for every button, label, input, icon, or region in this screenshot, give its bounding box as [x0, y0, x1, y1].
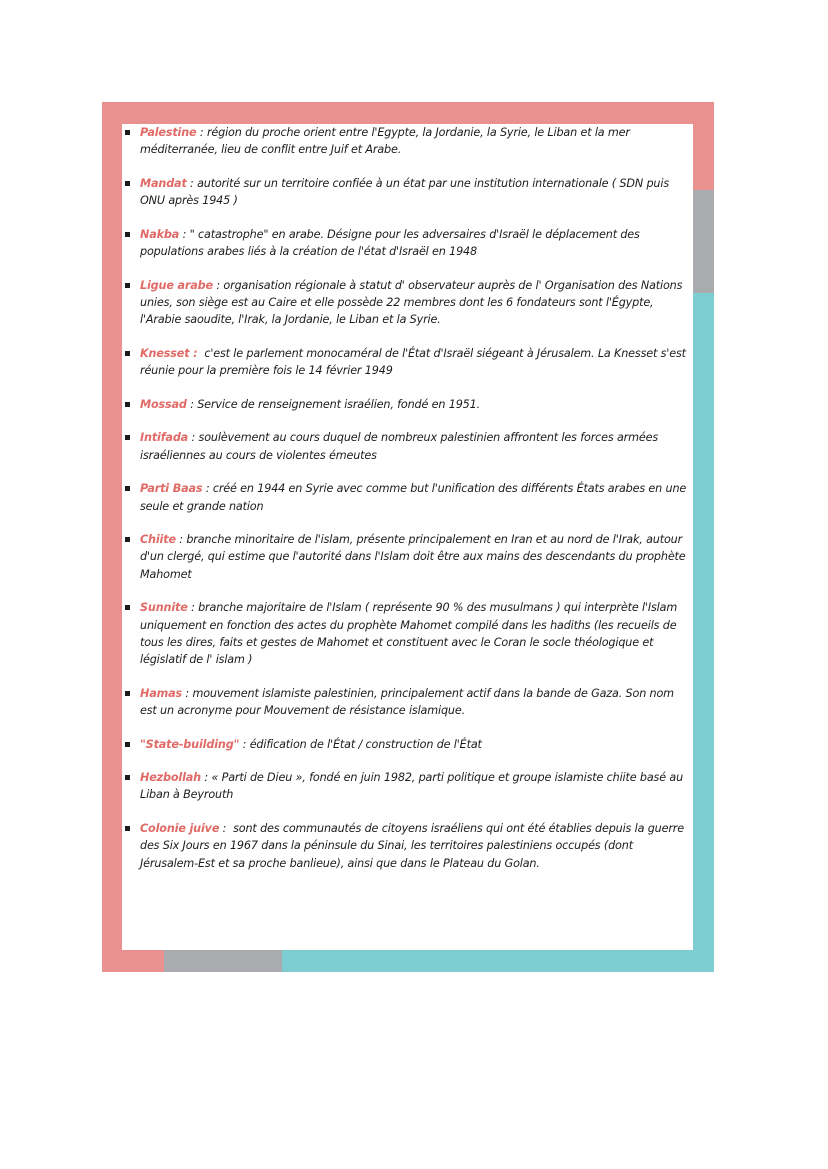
glossary-term: Mandat — [140, 176, 187, 190]
frame-top-bar — [102, 102, 714, 124]
bullet-square-icon — [125, 181, 130, 186]
glossary-item — [122, 124, 693, 158]
glossary-definition: sont des communautés de citoyens israéliens qui ont été établies depuis la guerre des Six Jours en 1967 dans la péninsule du Sinai, les territoires palestiniens occupés (dont Jérusalem-Est et sa proche banlieue), ainsi que dans le Plateau du Golan. — [140, 822, 684, 870]
frame-right-teal-segment — [693, 293, 714, 972]
glossary-item — [122, 396, 693, 413]
bullet-square-icon — [125, 232, 130, 237]
glossary-definition: « Parti de Dieu », fondé en juin 1982, parti politique et groupe islamiste chiite basé au Liban à Beyrouth — [140, 771, 684, 802]
frame-bottom-teal-segment — [282, 950, 714, 972]
bullet-square-icon — [125, 775, 130, 780]
glossary-term: Parti Baas — [140, 482, 203, 496]
bullet-square-icon — [125, 402, 130, 407]
glossary-definition: soulèvement au cours duquel de nombreux palestinien affrontent les forces armées israéliennes au cours de violentes émeutes — [140, 431, 659, 462]
glossary-definition: branche majoritaire de l'Islam ( représente 90 % des musulmans ) qui interprète l'Islam uniquement en fonction des actes du prophète Mahomet compilé dans les hadiths (les recueils de tous les dires, faits et gestes de Mahomet et constituent avec le Coran le socle théologique et législatif de l' islam ) — [140, 601, 678, 666]
glossary-term: Ligue arabe — [140, 278, 213, 292]
glossary-item — [122, 736, 693, 753]
glossary-term: Colonie juive — [140, 822, 220, 836]
glossary-definition: mouvement islamiste palestinien, principalement actif dans la bande de Gaza. Son nom est un acronyme pour Mouvement de résistance islamique. — [140, 686, 674, 717]
glossary-item — [122, 429, 693, 463]
glossary-term: Sunnite — [140, 601, 188, 615]
glossary-item — [122, 820, 693, 872]
bullet-square-icon — [125, 130, 130, 135]
glossary-item — [122, 480, 693, 514]
glossary-item — [122, 345, 693, 379]
term-separator: : — [202, 482, 213, 496]
frame-bottom-gray-segment — [164, 950, 282, 972]
bullet-square-icon — [125, 826, 130, 831]
term-separator: : — [188, 431, 199, 445]
term-separator: : — [182, 686, 193, 700]
bullet-square-icon — [125, 537, 130, 542]
term-separator: : — [201, 771, 212, 785]
glossary-definition: organisation régionale à statut d' observateur auprès de l' Organisation des Nations unies, son siège est au Caire et elle possède 22 membres dont les 6 fondateurs sont l'Égypte, l'Arabie saoudite, l'Irak, la Jordanie, le Liban et la Syrie. — [140, 278, 683, 327]
term-separator: : — [186, 397, 198, 411]
bullet-square-icon — [125, 351, 130, 356]
term-separator: : — [187, 601, 199, 615]
frame-left-bar — [102, 102, 122, 972]
bullet-square-icon — [125, 691, 130, 696]
glossary-definition: Service de renseignement israélien, fondé en 1951. — [197, 397, 481, 411]
frame-bottom-pink-segment — [102, 950, 164, 972]
glossary-term: "State-building" — [140, 737, 240, 751]
glossary-item — [122, 685, 693, 719]
glossary-definition: autorité sur un territoire confiée à un état par une institution internationale ( SDN puis ONU après 1945 ) — [140, 176, 669, 208]
bullet-square-icon — [125, 486, 130, 491]
glossary-list — [122, 124, 693, 888]
glossary-definition: c'est le parlement monocaméral de l'État d'Israël siégeant à Jérusalem. La Knesset s'est réunie pour la première fois le 14 février 1949 — [140, 346, 686, 378]
glossary-item — [122, 599, 693, 668]
term-separator: : — [179, 227, 190, 241]
glossary-definition: édification de l'État / construction de l'État — [249, 737, 482, 751]
glossary-item — [122, 769, 693, 803]
bullet-square-icon — [125, 605, 130, 610]
frame-right-gray-segment — [693, 190, 714, 293]
glossary-item — [122, 531, 693, 583]
glossary-item — [122, 277, 693, 329]
term-separator: : — [212, 278, 224, 292]
glossary-definition: branche minoritaire de l'islam, présente principalement en Iran et au nord de l'Irak, autour d'un clergé, qui estime que l'autorité dans l'Islam doit être aux mains des descendants du prophète Mahomet — [140, 533, 686, 581]
term-separator: : — [239, 737, 250, 751]
term-separator: : — [175, 533, 187, 547]
glossary-definition: région du proche orient entre l'Egypte, la Jordanie, la Syrie, le Liban et la mer méditerranée, lieu de conflit entre Juif et Arabe. — [140, 126, 630, 157]
glossary-item — [122, 226, 693, 260]
term-separator: : — [196, 126, 207, 139]
glossary-term: Nakba — [140, 227, 180, 241]
bullet-square-icon — [125, 283, 130, 288]
glossary-term: Knesset : — [140, 346, 198, 360]
glossary-panel — [122, 124, 693, 950]
glossary-term: Intifada — [140, 431, 189, 445]
frame-right-pink-segment — [693, 102, 714, 190]
term-separator: : — [219, 822, 234, 836]
glossary-term: Mossad — [140, 397, 187, 411]
glossary-term: Hamas — [140, 686, 183, 700]
bullet-square-icon — [125, 742, 130, 747]
term-separator: : — [186, 176, 198, 190]
glossary-item — [122, 175, 693, 209]
glossary-term: Chiite — [140, 533, 176, 547]
glossary-definition: " catastrophe" en arabe. Désigne pour les adversaires d'Israël le déplacement des populations arabes liés à la création de l'état d'Israël en 1948 — [140, 227, 640, 259]
glossary-definition: créé en 1944 en Syrie avec comme but l'unification des différents États arabes en une seule et grande nation — [140, 482, 687, 513]
bullet-square-icon — [125, 435, 130, 440]
glossary-term: Hezbollah — [140, 771, 201, 785]
glossary-term: Palestine — [140, 126, 197, 139]
